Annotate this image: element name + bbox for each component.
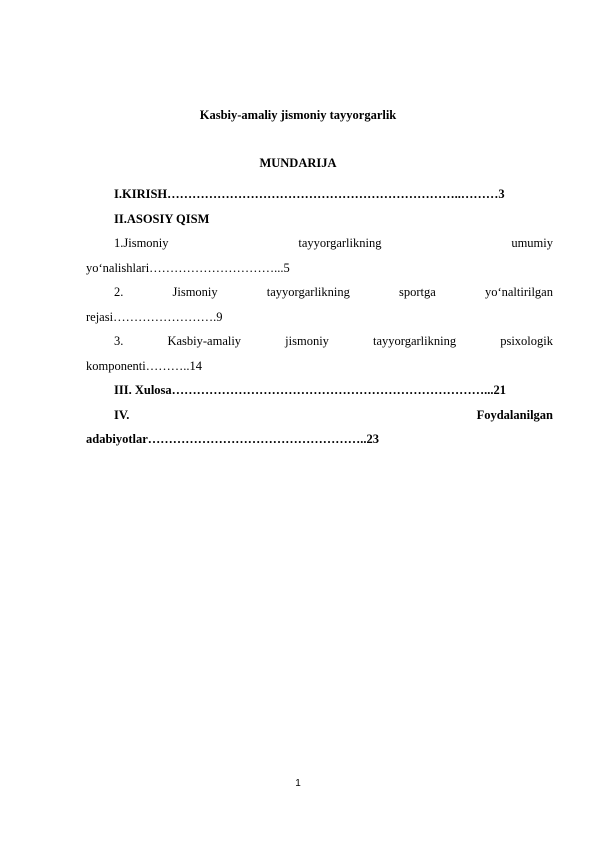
page-number: 1 bbox=[295, 778, 301, 789]
toc-entry-adabiyotlar-line2[interactable]: adabiyotlar……………………………………………..23 bbox=[86, 432, 380, 446]
toc-word: IV. bbox=[114, 407, 130, 422]
toc-heading: MUNDARIJA bbox=[259, 156, 337, 170]
toc-word: psixologik bbox=[500, 334, 553, 348]
toc-word: 2. bbox=[114, 285, 124, 299]
toc-entry-kirish[interactable]: I.KIRISH……………………………………………………………..………3 bbox=[114, 187, 505, 201]
toc-word: jismoniy bbox=[285, 334, 329, 348]
toc-word: Jismoniy bbox=[172, 285, 218, 299]
toc-word: tayyorgarlikning bbox=[298, 236, 382, 250]
toc-entry-1-line2[interactable]: yo‘nalishlari…………………………...5 bbox=[86, 260, 290, 275]
toc-word: Foydalanilgan bbox=[476, 407, 553, 422]
table-of-contents bbox=[86, 182, 553, 452]
toc-entry-asosiy-qism[interactable]: II.ASOSIY QISM bbox=[114, 211, 210, 226]
toc-word: Kasbiy-amaliy bbox=[167, 334, 242, 348]
toc-word: 3. bbox=[114, 334, 124, 348]
document-title: Kasbiy-amaliy jismoniy tayyorgarlik bbox=[199, 108, 397, 122]
toc-entry-3-line2[interactable]: komponenti………..14 bbox=[86, 358, 202, 373]
toc-word: yo‘naltirilgan bbox=[484, 285, 553, 299]
toc-word: tayyorgarlikning bbox=[266, 285, 350, 299]
toc-entry-3-line1[interactable] bbox=[86, 329, 553, 354]
toc-entry-1-line1[interactable] bbox=[86, 231, 553, 256]
toc-entry-xulosa[interactable]: III. Xulosa…………………………………………………………………...21 bbox=[114, 383, 507, 397]
toc-word: sportga bbox=[399, 285, 436, 299]
toc-word: umumiy bbox=[511, 236, 553, 250]
toc-word: 1.Jismoniy bbox=[114, 236, 169, 250]
toc-entry-2-line1[interactable] bbox=[86, 280, 553, 305]
toc-entry-adabiyotlar-line1[interactable] bbox=[86, 403, 553, 428]
toc-entry-2-line2[interactable]: rejasi…………………….9 bbox=[86, 309, 223, 324]
toc-word: tayyorgarlikning bbox=[373, 334, 457, 348]
